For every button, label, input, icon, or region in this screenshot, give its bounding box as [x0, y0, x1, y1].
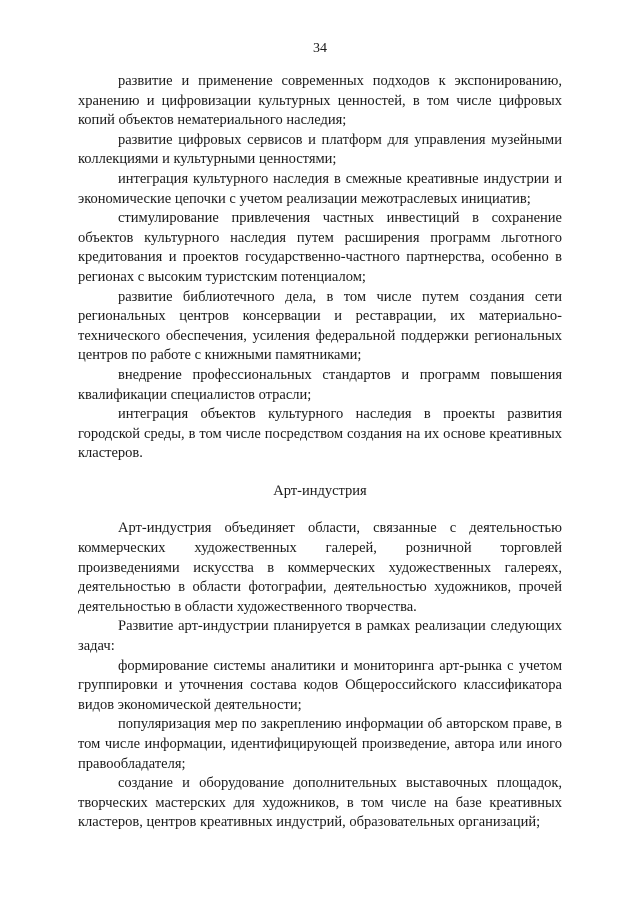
paragraph: интеграция культурного наследия в смежные креативные индустрии и экономические цепочки с учетом реализации межотраслевых инициатив; [78, 170, 562, 207]
section-title: Арт-индустрия [273, 482, 367, 499]
paragraph: создание и оборудование дополнительных выставочных площадок, творческих мастерских для художников, в том числе на базе креативных кластеров, центров креативных индустрий, образовательных организаций; [78, 775, 562, 831]
paragraph: популяризация мер по закреплению информации об авторском праве, в том числе информации, идентифицирующей произведение, автора или иного правообладателя; [78, 716, 562, 772]
paragraph: развитие и применение современных подходов к экспонированию, хранению и цифровизации культурных ценностей, в том числе цифровых копий объектов нематериального наследия; [78, 73, 562, 129]
paragraph: развитие цифровых сервисов и платформ для управления музейными коллекциями и культурными ценностями; [78, 131, 562, 168]
paragraph: Арт-индустрия объединяет области, связанные с деятельностью коммерческих художественных галерей, розничной торговлей произведениями искусства в коммерческих художественных галереях, деятельностью в области фотографии, деятельностью художников, прочей деятельностью в области художественного творчества. [78, 520, 562, 615]
paragraph: стимулирование привлечения частных инвестиций в сохранение объектов культурного наследия путем расширения программ льготного кредитования и проектов государственно-частного партнерства, особенно в регионах с высоким туристским потенциалом; [78, 210, 562, 285]
paragraph: внедрение профессиональных стандартов и программ повышения квалификации специалистов отрасли; [78, 366, 562, 403]
page-number: 34 [313, 41, 327, 56]
paragraph: развитие библиотечного дела, в том числе путем создания сети региональных центров консервации и реставрации, их материально-технического обеспечения, усиления федеральной поддержки региональных центров по работе с книжными памятниками; [78, 288, 562, 364]
paragraph: формирование системы аналитики и мониторинга арт-рынка с учетом группировки и уточнения состава кодов Общероссийского классификатора видов экономической деятельности; [78, 657, 562, 713]
paragraph: Развитие арт-индустрии планируется в рамках реализации следующих задач: [78, 618, 562, 655]
paragraph: интеграция объектов культурного наследия в проекты развития городской среды, в том числе посредством создания на их основе креативных кластеров. [78, 406, 562, 462]
